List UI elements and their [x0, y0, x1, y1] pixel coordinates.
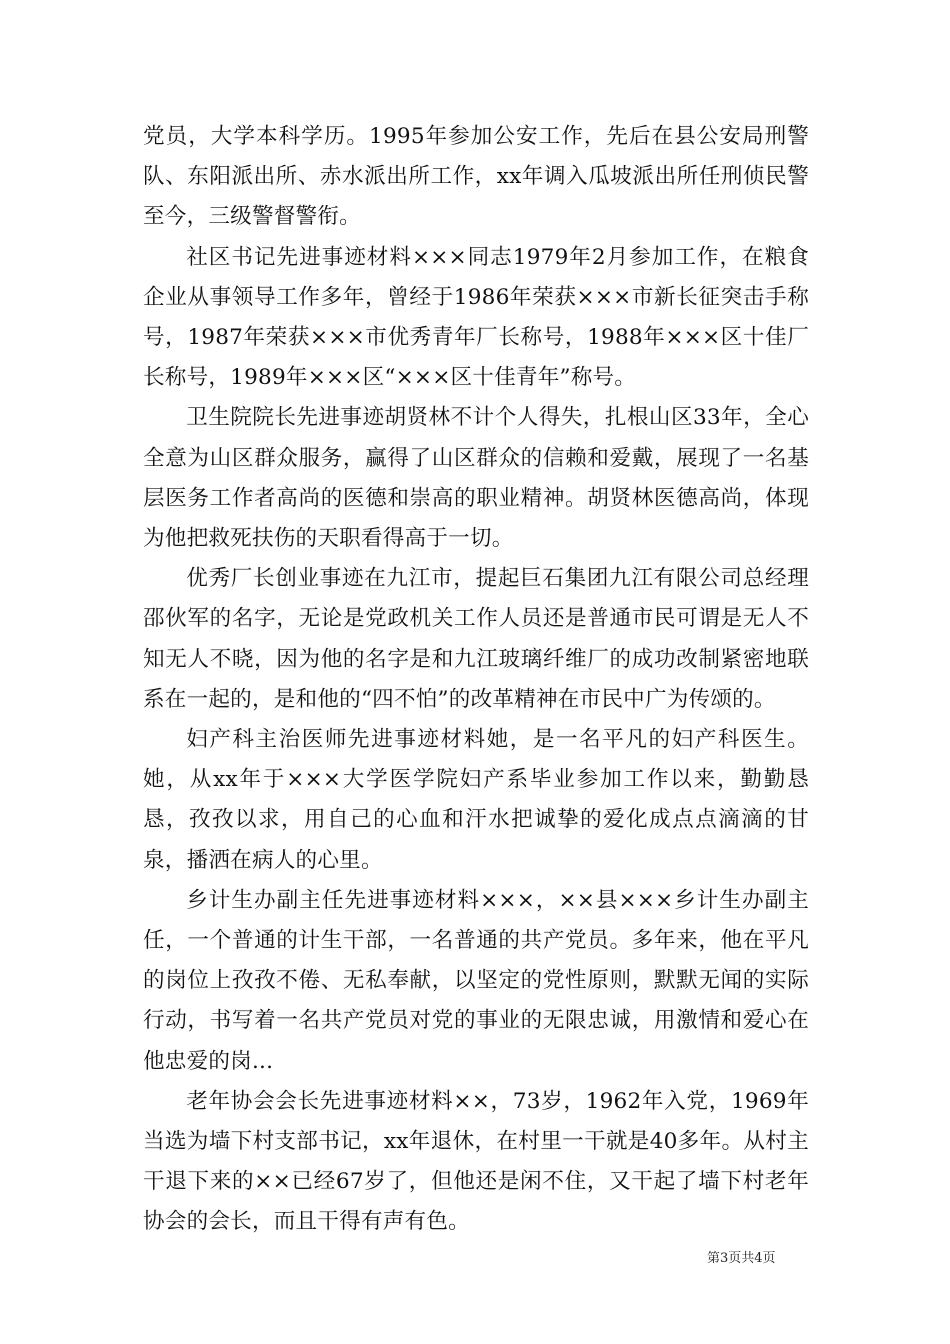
paragraph-1: 党员，大学本科学历。1995年参加公安工作，先后在县公安局刑警队、东阳派出所、赤水派出所工作，xx年调入瓜坡派出所任刑侦民警至今，三级警督警衔。 [143, 124, 809, 230]
paragraph-7: 老年协会会长先进事迹材料××，73岁，1962年入党，1969年当选为墙下村支部书记，xx年退休，在村里一干就是40多年。从村主干退下来的××已经67岁了，但他还是闲不住，又干起了墙下村老年协会的会长，而且干得有声有色。 [143, 1088, 809, 1235]
paragraph-3: 卫生院院长先进事迹胡贤林不计个人得失，扎根山区33年，全心全意为山区群众服务，赢得了山区群众的信赖和爱戴，展现了一名基层医务工作者高尚的医德和崇高的职业精神。胡贤林医德高尚，体现为他把救死扶伤的天职看得高于一切。 [143, 405, 809, 552]
document-body [143, 117, 809, 1243]
page-number-footer: 第3页共4页 [707, 1251, 776, 1266]
paragraph-2: 社区书记先进事迹材料×××同志1979年2月参加工作，在粮食企业从事领导工作多年，曾经于1986年荣获×××市新长征突击手称号，1987年荣获×××市优秀青年厂长称号，1988年×××区十佳厂长称号，1989年×××区“×××区十佳青年”称号。 [143, 244, 809, 391]
paragraph-4: 优秀厂长创业事迹在九江市，提起巨石集团九江有限公司总经理邵伙军的名字，无论是党政机关工作人员还是普通市民可谓是无人不知无人不晓，因为他的名字是和九江玻璃纤维厂的成功改制紧密地联系在一起的，是和他的“四不怕”的改革精神在市民中广为传颂的。 [143, 566, 809, 712]
paragraph-5: 妇产科主治医师先进事迹材料她，是一名平凡的妇产科医生。她，从xx年于×××大学医学院妇产系毕业参加工作以来，勤勤恳恳，孜孜以求，用自己的心血和汗水把诚挚的爱化成点点滴滴的甘泉，播洒在病人的心里。 [143, 727, 809, 873]
paragraph-6: 乡计生办副主任先进事迹材料×××，××县×××乡计生办副主任，一个普通的计生干部，一名普通的共产党员。多年来，他在平凡的岗位上孜孜不倦、无私奉献，以坚定的党性原则，默默无闻的实际行动，书写着一名共产党员对党的事业的无限忠诚，用激情和爱心在他忠爱的岗... [143, 887, 809, 1074]
